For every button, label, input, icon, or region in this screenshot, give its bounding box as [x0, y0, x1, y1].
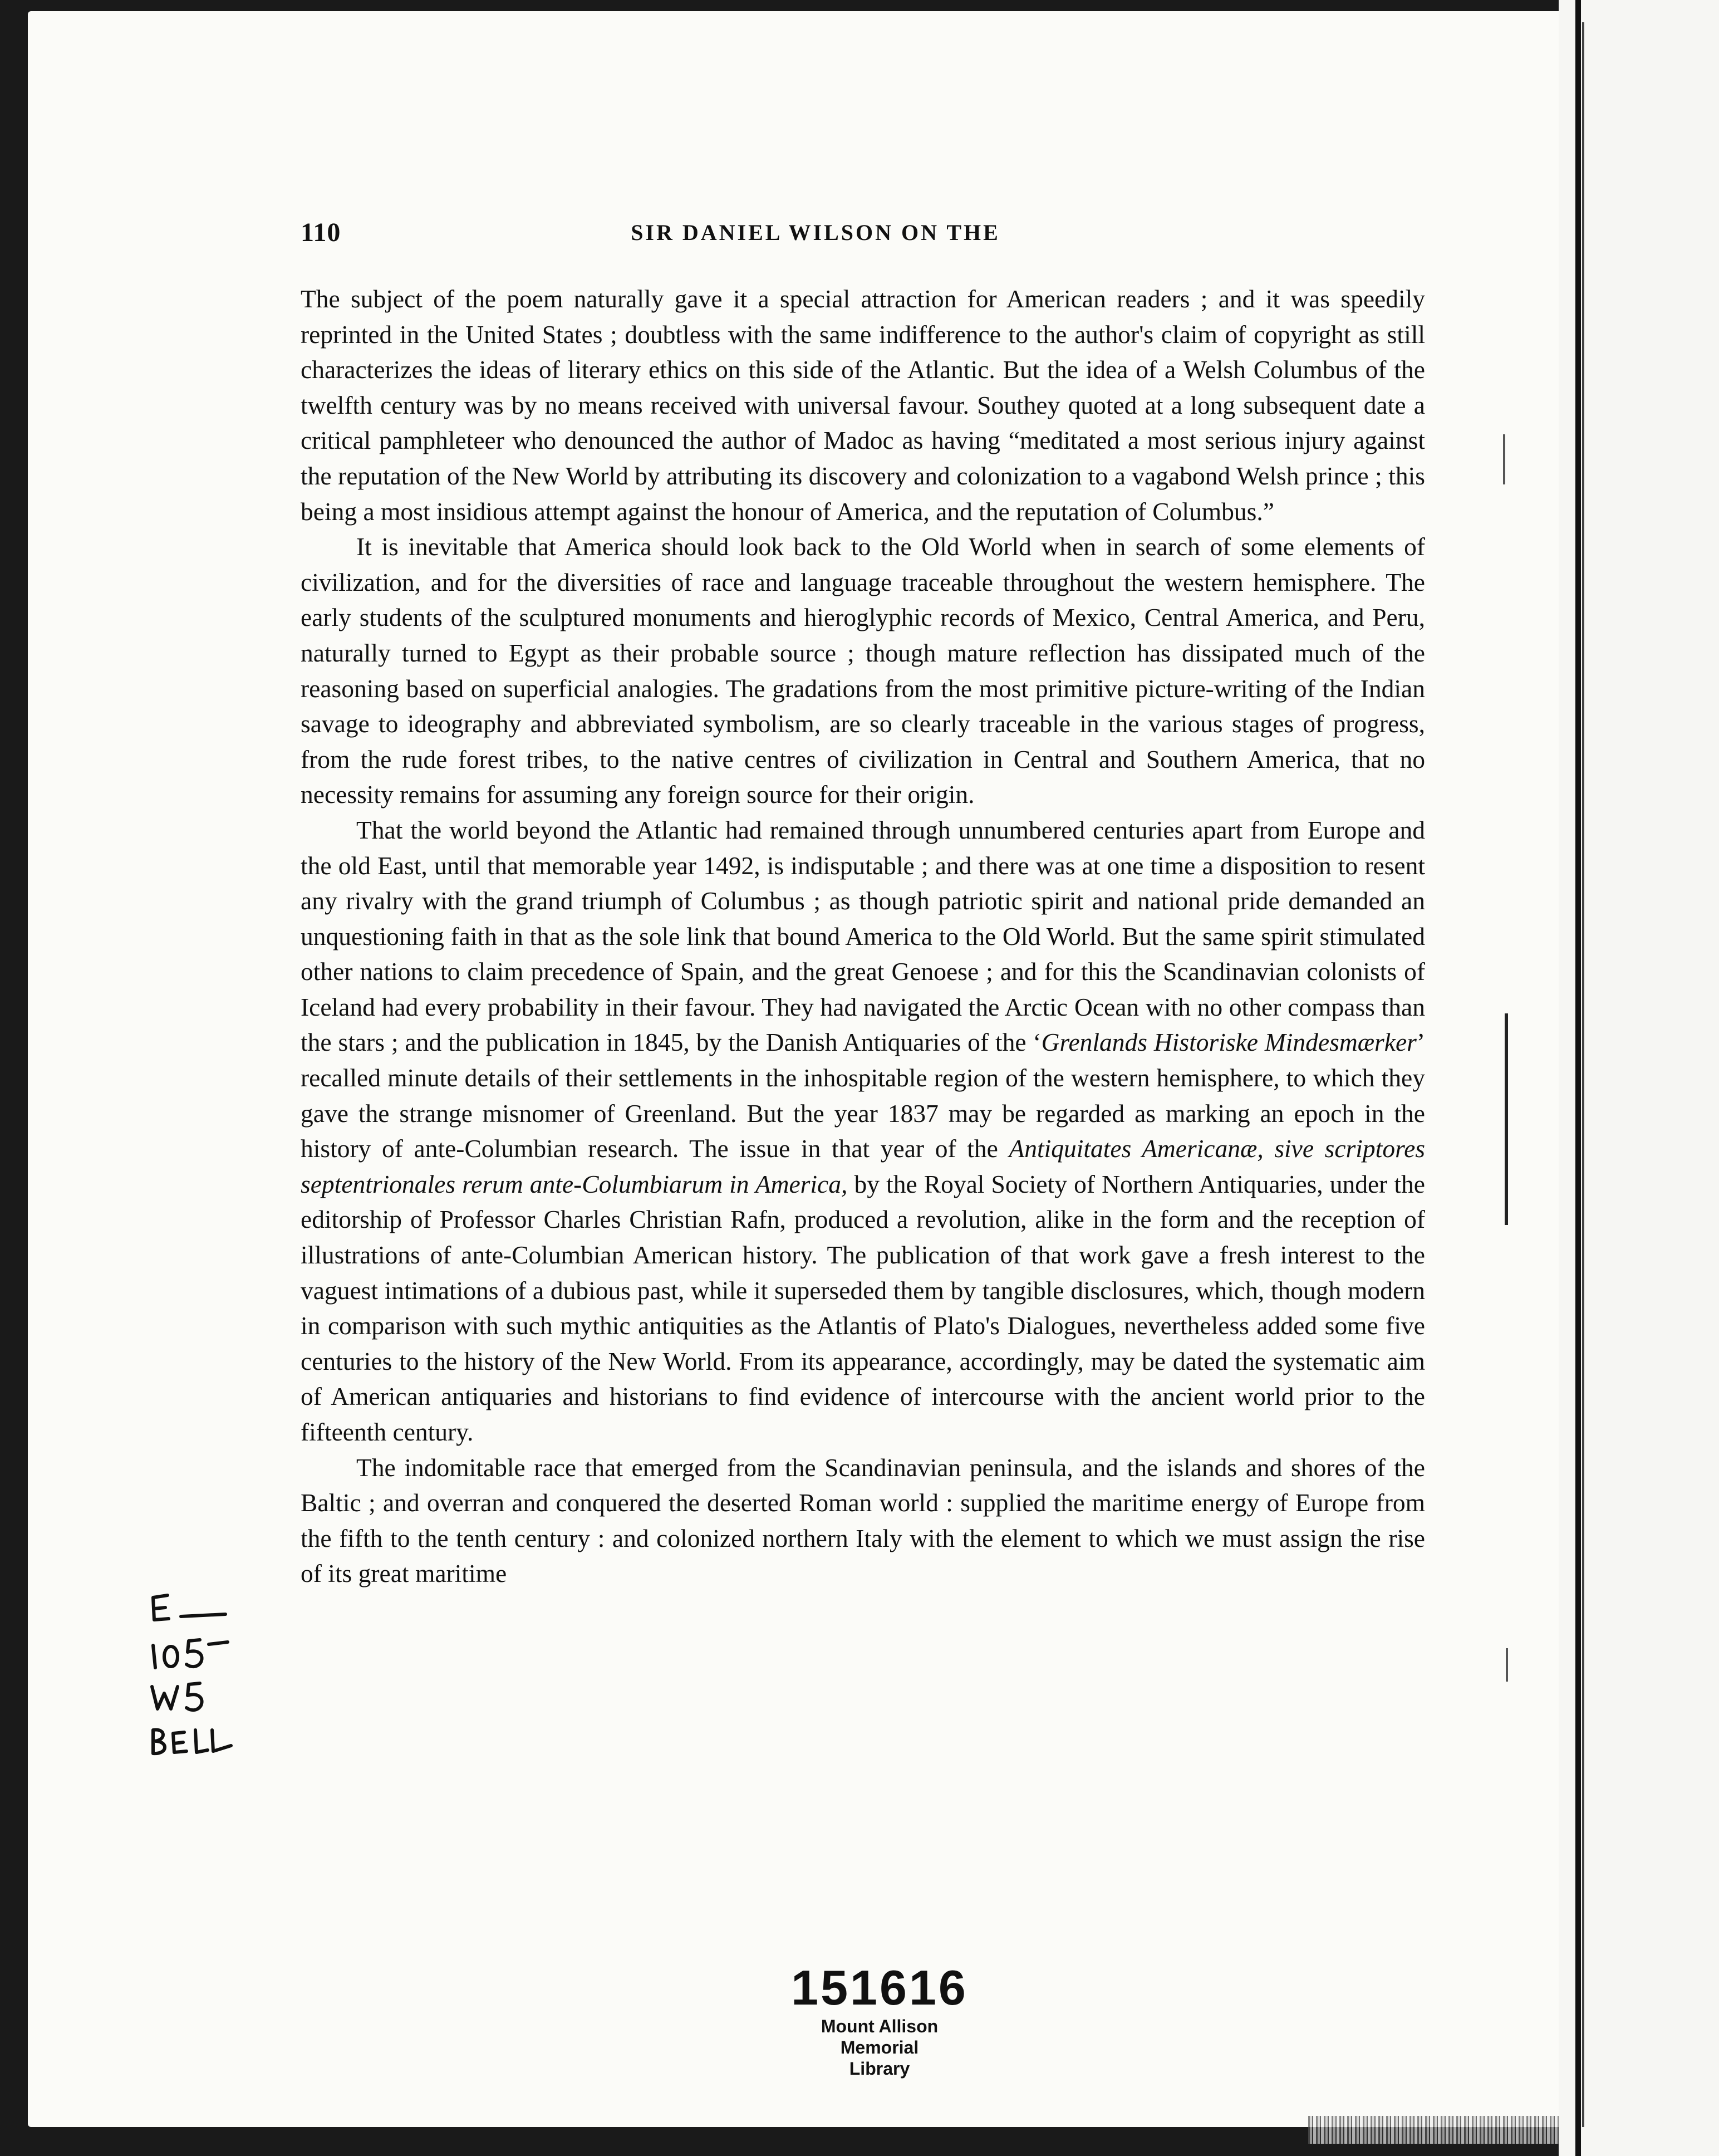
running-title: SIR DANIEL WILSON ON THE: [631, 220, 1000, 245]
italic-title-grenlands: Grenlands Historiske Mindesmærker: [1041, 1028, 1417, 1057]
library-stamp: [740, 1960, 1019, 2116]
scan-edge-line: [1575, 0, 1581, 2156]
paragraph-4: The indomitable race that emerged from the Scandinavian peninsula, and the islands and shores of the Baltic ; and overran and conquered the deserted Roman world : supplied the maritime energy of Europe from the fifth to the tenth century : and colonized northern Italy with the element to which we must assign the rise of its great maritime: [301, 1453, 1425, 1588]
scan-noise: [1308, 2116, 1559, 2144]
stamp-line-1: Mount Allison: [821, 2016, 939, 2036]
accession-number: 151616: [791, 1960, 968, 2015]
scan-mark-right-small: [1503, 434, 1505, 484]
stamp-line-2: Memorial: [840, 2037, 919, 2057]
paragraph-3-part-a: That the world beyond the Atlantic had remained through unnumbered centuries apart from Europe and the old East, until that memorable year 1492, is indisputable ; and there was at one time a disposition to resent any rivalry with the grand triumph of Columbus ; as though patriotic spirit and national pride demanded an unquestioning faith in that as the sole link that bound America to the Old World. But the same spirit stimulated other nations to claim precedence of Spain, and the great Genoese ; and for this the Scandinavian colonists of Iceland had every probability in their favour. They had navigated the Arctic Ocean with no other compass than the stars ; and the publication in 1845, by the Danish Antiquaries of the ‘: [301, 815, 1425, 1057]
page-number: 110: [301, 218, 341, 247]
paragraph-1: The subject of the poem naturally gave it a special attraction for American readers ; and it was speedily reprinted in the United States ; doubtless with the same indifference to the author's claim of copyright as still characterizes the ideas of literary ethics on this side of the Atlantic. But the idea of a Welsh Columbus of the twelfth century was by no means received with universal favour. Southey quoted at a long subsequent date a critical pamphleteer who denounced the author of Madoc as having “meditated a most serious injury against the reputation of the New World by attributing its discovery and colonization to a vagabond Welsh prince ; this being a most insidious attempt against the honour of America, and the reputation of Columbus.”: [301, 285, 1425, 526]
handwritten-call-number-drawing: [142, 1584, 287, 1773]
scan-mark-right: [1505, 1013, 1508, 1225]
scan-edge-line-right: [1582, 22, 1584, 2127]
running-head: [278, 217, 1353, 262]
paragraph-3-part-c: by the Royal Society of Northern Antiquaries, under the editorship of Professor Charles Christian Rafn, produced a revolution, alike in the form and the reception of illustrations of ante-Columbian American history. The publication of that work gave a fresh interest to the vaguest intimations of a dubious past, while it superseded them by tangible disclosures, which, though modern in comparison with such mythic antiquities as the Atlantis of Plato's Dialogues, nevertheless added some five centuries to the history of the New World. From its appearance, accordingly, may be dated the systematic aim of American antiquaries and historians to find evidence of intercourse with the ancient world prior to the fifteenth century.: [301, 1169, 1425, 1446]
paragraph-3: [301, 812, 1425, 1450]
stamp-line-3: Library: [849, 2059, 910, 2079]
paragraph-3-part-b: ’ recalled minute details of their settlements in the inhospitable region of the western hemisphere, to which they gave the strange misnomer of Greenland. But the year 1837 may be regarded as marking an epoch in the history of ante-Columbian research. The issue in that year of the: [301, 1028, 1425, 1163]
scan-mark-right-small-2: [1506, 1648, 1508, 1682]
paragraph-2: It is inevitable that America should look back to the Old World when in search of some elements of civilization, and for the diversities of race and language traceable throughout the western hemisphere. The early students of the sculptured monuments and hieroglyphic records of Mexico, Central America, and Peru, naturally turned to Egypt as their probable source ; though mature reflection has dissipated much of the reasoning based on superficial analogies. The gradations from the most primitive picture-writing of the Indian savage to ideography and abbreviated symbolism, are so clearly traceable in the various stages of progress, from the rude forest tribes, to the native centres of civilization in Central and Southern America, that no necessity remains for assuming any foreign source for their origin.: [301, 532, 1425, 809]
body-text: [301, 281, 1425, 1591]
handwritten-call-number: [142, 1584, 287, 1773]
italic-title-antiquitates: Antiquitates Americanæ, sive scriptores septentrionales rerum ante-Columbiarum in America,: [301, 1134, 1425, 1198]
